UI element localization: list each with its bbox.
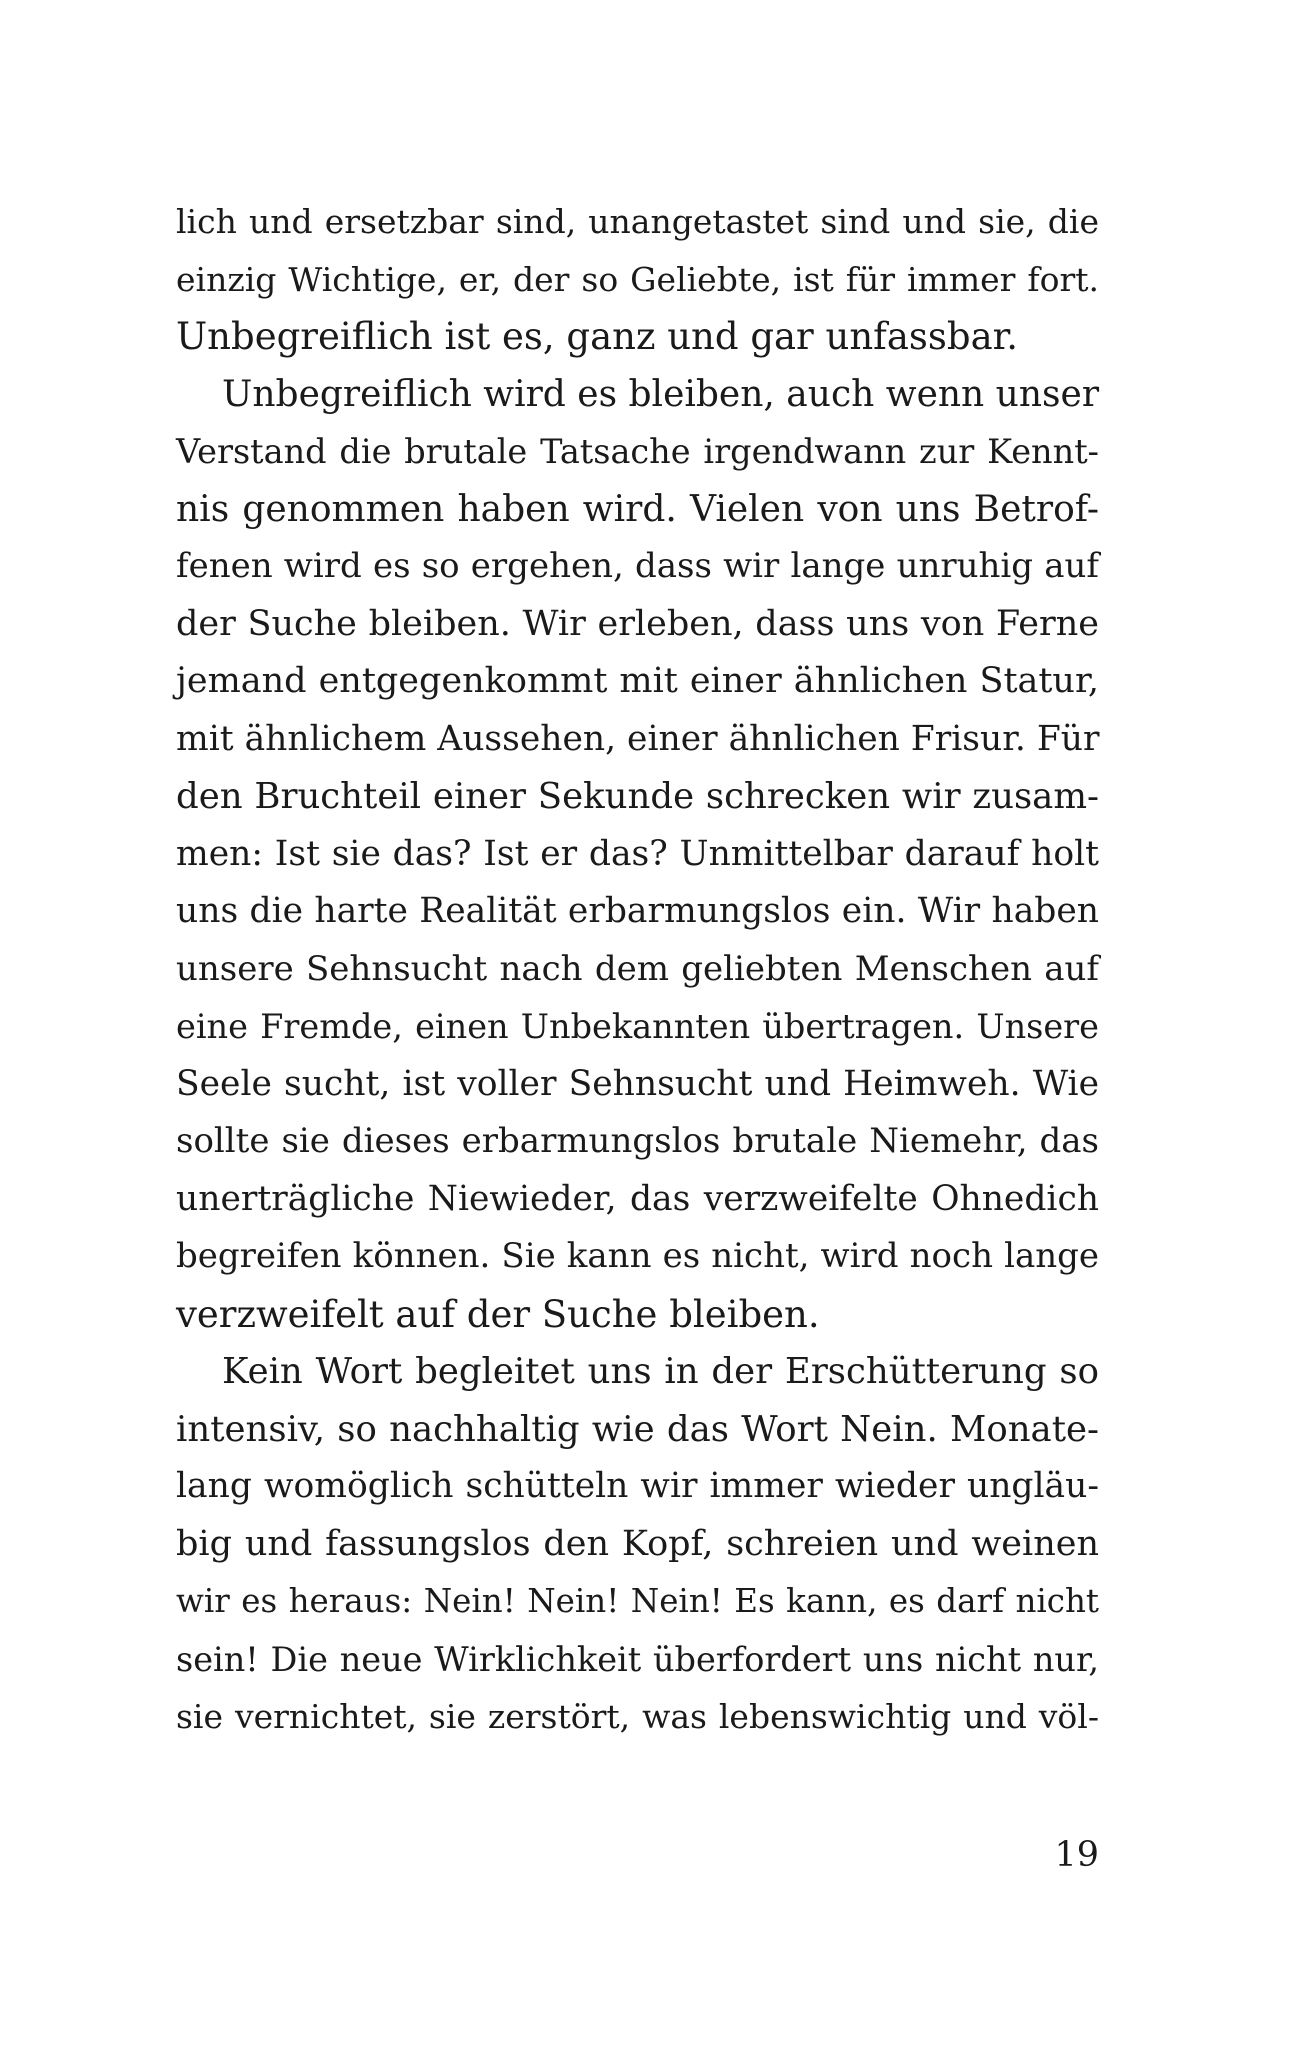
text-line: einzig Wichtige, er, der so Geliebte, ist für immer fort. xyxy=(176,259,1099,299)
text-line: Verstand die brutale Tatsache irgendwann zur Kennt- xyxy=(176,432,1099,471)
text-line: fenen wird es so ergehen, dass wir lange unruhig auf xyxy=(176,546,1099,586)
text-line: unerträgliche Niewieder, das verzweifelte Ohnedich xyxy=(176,1178,1099,1219)
text-line: sollte sie dieses erbarmungslos brutale Niemehr, das xyxy=(176,1121,1099,1161)
text-line: Seele sucht, ist voller Sehnsucht und Heimweh. Wie xyxy=(176,1063,1099,1104)
text-line: Kein Wort begleitet uns in der Erschütterung so xyxy=(222,1351,1099,1392)
text-line: Unbegreiflich wird es bleiben, auch wenn unser xyxy=(222,373,1100,415)
text-line: jemand entgegenkommt mit einer ähnlichen Statur, xyxy=(176,661,1099,701)
text-line: verzweifelt auf der Suche bleiben. xyxy=(176,1292,820,1336)
text-line: men: Ist sie das? Ist er das? Unmittelbar darauf holt xyxy=(176,833,1099,874)
text-line: nis genommen haben wird. Vielen von uns Betrof- xyxy=(176,488,1099,530)
text-line: unsere Sehnsucht nach dem geliebten Menschen auf xyxy=(176,948,1099,989)
body-text xyxy=(176,193,1099,1746)
text-line: eine Fremde, einen Unbekannten übertragen. Unsere xyxy=(176,1007,1099,1046)
text-line: begreifen können. Sie kann es nicht, wird noch lange xyxy=(176,1236,1099,1276)
text-line: big und fassungslos den Kopf, schreien und weinen xyxy=(176,1523,1099,1564)
text-line: den Bruchteil einer Sekunde schrecken wir zusam- xyxy=(176,776,1099,817)
text-line: uns die harte Realität erbarmungslos ein. Wir haben xyxy=(176,891,1099,931)
text-line: lang womöglich schütteln wir immer wieder ungläu- xyxy=(176,1466,1099,1506)
text-line: wir es heraus: Nein! Nein! Nein! Es kann, es darf nicht xyxy=(176,1582,1099,1620)
text-line: sie vernichtet, sie zerstört, was lebenswichtig und völ- xyxy=(176,1697,1099,1736)
text-line: mit ähnlichem Aussehen, einer ähnlichen Frisur. Für xyxy=(176,718,1100,759)
text-line: Unbegreiflich ist es, ganz und gar unfassbar. xyxy=(176,315,1019,358)
text-line: der Suche bleiben. Wir erleben, dass uns von Ferne xyxy=(176,603,1099,644)
page-number: 19 xyxy=(1054,1835,1099,1875)
text-line: intensiv, so nachhaltig wie das Wort Nein. Monate- xyxy=(176,1408,1099,1450)
text-line: sein! Die neue Wirklichkeit überfordert uns nicht nur, xyxy=(176,1639,1099,1679)
text-line: lich und ersetzbar sind, unangetastet sind und sie, die xyxy=(176,202,1099,241)
